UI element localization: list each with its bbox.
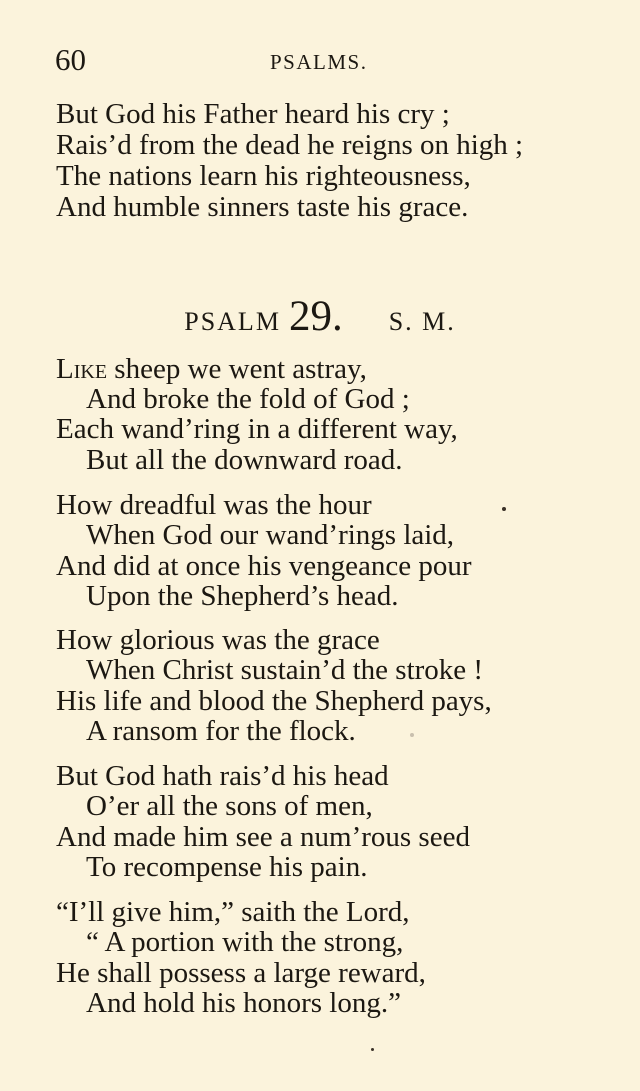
psalm-number: 29. <box>288 293 343 340</box>
stanza-line: How dreadful was the hour <box>56 489 372 521</box>
paper-speck <box>371 1048 374 1051</box>
stanza-line: And made him see a num’rous seed <box>56 821 470 853</box>
running-head: PSALMS. <box>270 50 368 74</box>
psalm-title <box>0 292 640 341</box>
stanza-line: But God hath rais’d his head <box>56 760 389 792</box>
psalm-label: PSALM <box>184 307 281 336</box>
paper-speck <box>410 733 414 737</box>
page-header <box>55 42 580 78</box>
stanza-line: How glorious was the grace <box>56 624 380 656</box>
continuation-line: And humble sinners taste his grace. <box>56 191 469 223</box>
drop-initial-word: Like <box>56 353 108 385</box>
stanza-line: When Christ sustain’d the stroke ! <box>86 654 484 686</box>
first-line-rest: sheep we went astray, <box>107 353 367 385</box>
stanza-line: His life and blood the Shepherd pays, <box>56 685 492 717</box>
stanza-1-line-1 <box>56 355 367 384</box>
stanza-line: Each wand’ring in a different way, <box>56 413 458 445</box>
continuation-line: The nations learn his righteousness, <box>56 160 471 192</box>
stanza-line: He shall possess a large reward, <box>56 957 426 989</box>
stanza-line: Upon the Shepherd’s head. <box>86 580 399 612</box>
stanza-line: When God our wand’rings laid, <box>86 519 455 551</box>
stanza-line: “I’ll give him,” saith the Lord, <box>56 896 410 928</box>
psalm-meter: S. M. <box>388 307 456 336</box>
stanza-line: And did at once his vengeance pour <box>56 550 472 582</box>
stanza-line: And hold his honors long.” <box>86 987 401 1019</box>
continuation-line: Rais’d from the dead he reigns on high ; <box>56 129 524 161</box>
stanza-line: A ransom for the flock. <box>86 715 356 747</box>
stanza-line: “ A portion with the strong, <box>86 926 404 958</box>
stanza-line: O’er all the sons of men, <box>86 790 373 822</box>
paper-speck <box>502 507 506 511</box>
stanza-line: To recompense his pain. <box>86 851 368 883</box>
stanza-line: But all the downward road. <box>86 444 403 476</box>
continuation-line: But God his Father heard his cry ; <box>56 98 450 130</box>
page-number: 60 <box>55 42 86 77</box>
stanza-line: And broke the fold of God ; <box>86 383 410 415</box>
